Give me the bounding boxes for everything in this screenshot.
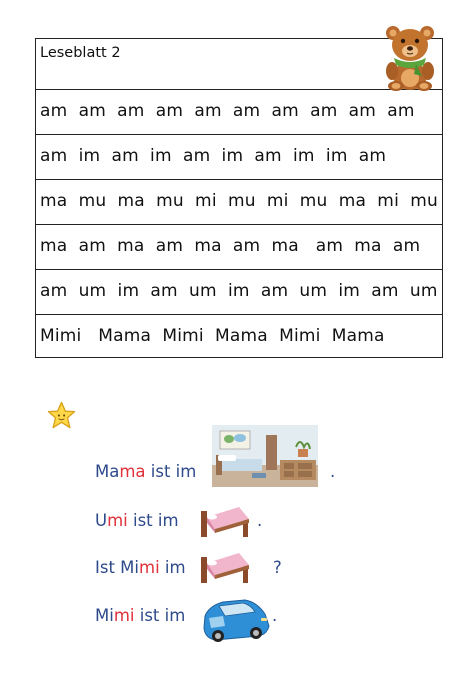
sentence-end-mark: ? [273, 558, 282, 577]
bed-picture [199, 505, 251, 539]
sheet-title: Leseblatt 2 [40, 45, 121, 61]
sentence-text: ist im [134, 606, 186, 625]
reading-row-text: am um im am um im am um im am um [40, 281, 438, 301]
sentence [95, 511, 179, 530]
reading-row-text: am am am am am am am am am am [40, 101, 415, 121]
reading-row-text: am im am im am im am im im am [40, 146, 387, 166]
sentence-text: Mi [95, 606, 114, 625]
sentence-highlight: mi [113, 606, 135, 625]
reading-row [36, 135, 442, 180]
reading-row-text: ma am ma am ma am ma am ma am [40, 236, 421, 256]
sentence-end-mark: . [272, 606, 278, 625]
car-picture [201, 596, 271, 644]
reading-sheet [35, 38, 443, 358]
sentence-highlight: mi [139, 558, 160, 577]
reading-row-text: ma mu ma mu mi mu mi mu ma mi mu [40, 191, 438, 211]
sentence-text: Ist Mi [95, 558, 139, 577]
sentence [95, 558, 186, 577]
reading-row [36, 90, 442, 135]
sentence-text: Ma [95, 462, 120, 481]
sentence-text: im [159, 558, 186, 577]
teddy-bear-icon [380, 24, 440, 92]
sentence-end-mark: . [330, 462, 336, 481]
reading-row [36, 180, 442, 225]
reading-row [36, 315, 442, 357]
star-icon [47, 401, 76, 430]
reading-row [36, 225, 442, 270]
sentence-highlight: mi [107, 511, 128, 530]
sentence-text: ist im [127, 511, 179, 530]
bed-picture [199, 551, 251, 585]
bedroom-picture [212, 425, 318, 487]
sheet-header [36, 39, 442, 90]
sentence [95, 462, 196, 481]
reading-row-text: Mimi Mama Mimi Mama Mimi Mama [40, 326, 385, 346]
reading-row [36, 270, 442, 315]
sentence-text: ist im [145, 462, 197, 481]
sentence-highlight: ma [119, 462, 146, 481]
sentence-end-mark: . [257, 511, 263, 530]
sentence [95, 606, 185, 625]
sentence-text: U [95, 511, 108, 530]
